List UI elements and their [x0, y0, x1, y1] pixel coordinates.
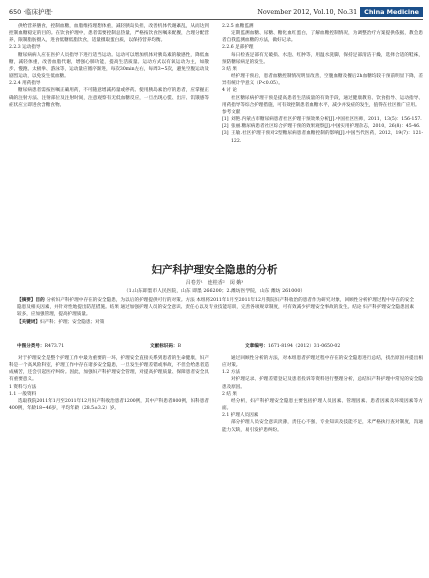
- body-paragraph: 经护理干预后，患者血糖控制情况明显改善，空腹血糖及餐后2h血糖均较干预前明显下降，差异有统计学意义（P<0.05）。: [222, 74, 423, 87]
- keywords-line: [17, 319, 414, 326]
- previous-article-right-column: [222, 23, 423, 145]
- journal-tag: China Medicine: [360, 7, 423, 17]
- article-right-column: [222, 355, 423, 434]
- body-paragraph: 糖尿病病人应在医护人员指导下进行适当运动。运动可以增加机体对胰岛素的敏感性，降低血糖，减轻体重，改善血脂代谢，增强心肺功能，提高生活质量。运动方式以有氧运动为主，如散步、慢跑、太极拳、游泳等，运动量应循序渐进，每次30min左右，每周3~5次，避免空腹运动及剧烈运动，以免发生低血糖。: [9, 52, 209, 80]
- article-title: 妇产科护理安全隐患的分析: [151, 264, 278, 276]
- reference-number: [2]: [222, 124, 229, 130]
- keywords-label: 【关键词】: [17, 319, 40, 325]
- reference-number: [1]: [222, 117, 229, 123]
- abstract-text: 分析妇产科护理中存在的安全隐患，为以后的护理提供可行的对策。方法 本组将2011年1月至2011年12月我院妇产科收治的患者作为研究对象，回顾性分析护理过程中存在的安全隐患及相关因素，并针对性地提出防范措施。结果 通过加强护理人员的安全意识、责任心以及专业技能培训，完善各项规章制度，可有效减少护理安全事故的发生。结论 妇产科护理安全隐患因素较多，应加强管理，提高护理质量。: [17, 298, 414, 318]
- reference-item: [222, 116, 423, 123]
- body-paragraph: 每日检查足部有无破损、水泡、红肿等，用温水洗脚，保持足部清洁干燥，选择合适的鞋袜，预防糖尿病足的发生。: [222, 52, 423, 65]
- body-paragraph: 经分析，妇产科护理安全隐患主要包括护理人员因素、管理因素、患者因素及环境因素等方面。: [222, 398, 423, 412]
- section-label: ·临床护理·: [23, 8, 53, 16]
- page-number-and-section: [9, 6, 53, 18]
- section-heading: 2 结 果: [222, 391, 238, 397]
- section-heading: 3 结 果: [222, 66, 238, 72]
- section-heading: 2.2.5 血糖监测: [222, 24, 254, 29]
- body-paragraph: 对护理记录、护理差错登记及患者投诉等资料进行整理分析，总结妇产科护理中常见的安全隐患及原因。: [222, 377, 423, 390]
- section-heading: 1 资料与方法: [9, 384, 37, 390]
- section-heading: 1.1 一般资料: [9, 391, 37, 397]
- body-paragraph: 选取我院2011年1月至2011年12月妇产科收治患者1200例，其中产科患者800例，妇科患者400例，年龄18~46岁，平均年龄（28.5±3.2）岁。: [9, 398, 209, 412]
- article-affiliation: （1.山东即墨市人民医院，山东 即墨 266200；2.潍坊医学院，山东 潍坊 261000）: [123, 289, 306, 294]
- classification-code: 中图分类号：R473.71: [17, 344, 65, 349]
- journal-info: [257, 6, 423, 18]
- reference-text: 张丽.糖尿病患者社区综合护理干预的效果观察[J].中国实用护理杂志，2010，26(8)：45-46.: [231, 124, 421, 130]
- abstract-paragraph: [17, 297, 414, 319]
- abstract: [17, 297, 414, 326]
- body-paragraph: 糖尿病患者需按医嘱正确用药，不可随意增减药量或停药。使用胰岛素治疗的患者，应掌握正确的注射方法、注射部位及注射时间，注意观察有无低血糖反应，一旦出现心慌、出汗、饥饿感等症状应立即进食含糖食物。: [9, 88, 209, 108]
- reference-text: 刘艳.内蒙古市糖尿病患者社区护理干预效果分析[J].中国社区医师，2011，13(5)：156-157.: [231, 117, 422, 123]
- header-divider: [9, 19, 423, 20]
- body-paragraph: 社区糖尿病护理干预是提高患者生活质量的有效手段，通过健康教育、饮食指导、运动指导、用药指导等综合护理措施，可有效控制患者血糖水平，减少并发症的发生，值得在社区推广应用。: [222, 95, 423, 108]
- abstract-label: 【摘要】目的: [17, 298, 45, 303]
- section-heading: 2.2.4 用药指导: [9, 81, 41, 87]
- section-heading: 参考文献: [222, 109, 241, 115]
- document-code: 文献标识码：B: [150, 344, 181, 349]
- body-paragraph: 供给营养膳食，控制血糖，血脂维持理想体重，减轻胰岛负担，改善机体代谢紊乱，从而达到控制血糖稳定的目的。在饮食护理中，患者需要控制总热量，严格按饮食医嘱来配餐，合理分配营养，限制脂肪摄入，进食低糖低脂饮食，适量摄取蛋白质，以保持营养均衡。: [9, 24, 209, 44]
- reference-item: [222, 123, 423, 130]
- keywords: 妇产科；护理；安全隐患；对策: [39, 319, 105, 325]
- section-heading: 4 讨 论: [222, 88, 238, 94]
- reference-text: 王敏.社区护理干预对2型糖尿病患者血糖控制的影响[J].中国当代医药，2012，19(7)：121-122.: [231, 131, 423, 144]
- previous-article-left-column: [9, 23, 209, 109]
- reference-number: [3]: [222, 131, 229, 137]
- section-heading: 2.1 护理人员因素: [222, 413, 259, 419]
- article-number: 文章编号：1671-8194（2012）31-0650-02: [245, 344, 341, 349]
- page-number: 650: [9, 8, 22, 16]
- reference-item: [222, 130, 423, 144]
- body-paragraph: 定期监测血糖、尿糖、糖化血红蛋白，了解血糖控制情况，为调整治疗方案提供依据，教会患者自我监测血糖的方法，做好记录。: [222, 31, 423, 44]
- issue-info: November 2012, Vol.10, No.31: [257, 8, 358, 16]
- body-paragraph: 通过回顾性分析的方法，对本组患者护理过程中存在的安全隐患进行总结，找出原因并提出相应对策。: [222, 356, 423, 369]
- article-authors: 吕卷芳¹ 连桂香² 闵 娥³: [185, 280, 244, 286]
- section-heading: 1.2 方法: [222, 370, 240, 376]
- section-heading: 2.2.6 足部护理: [222, 45, 254, 51]
- body-paragraph: 部分护理人员安全意识淡薄，责任心不强，专业知识及技能不足，未严格执行查对制度，沟通能力欠缺，易引发护患纠纷。: [222, 420, 423, 433]
- article-left-column: [9, 355, 209, 412]
- body-paragraph: 对于护理安全是整个护理工作中最为重要的一环，护理安全直接关系到患者的生命健康，妇产科是一个高风险科室，护理工作中存在诸多安全隐患，一旦发生护理差错或事故，不但会给患者造成痛苦，还会引起医疗纠纷。因此，加强妇产科护理安全管理，对提高护理质量、保障患者安全具有重要意义。: [9, 356, 209, 383]
- section-heading: 2.2.3 运动指导: [9, 45, 41, 51]
- page-header: [9, 6, 423, 18]
